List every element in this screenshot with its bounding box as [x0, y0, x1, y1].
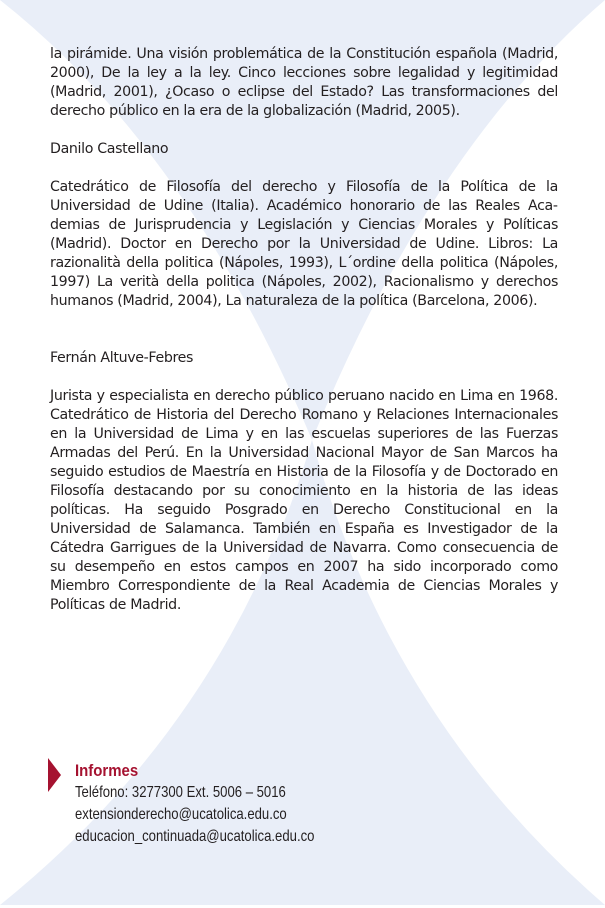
spacer — [50, 121, 558, 140]
informes-title: Informes — [75, 761, 139, 780]
intro-paragraph: la pirámide. Una visión problemática de la Constitución española (Madrid, 2000), De la ley a la ley. Cinco lecciones sobre legalidad y legitimidad (Madrid, 2001), ¿Ocaso o eclipse del Estado? Las transformaciones del derecho público en la era de la globalización (Madrid, 2005). — [50, 46, 558, 119]
profile-name: Fernán Altuve-Febres — [50, 350, 194, 366]
triangle-right-icon — [48, 758, 61, 792]
spacer — [50, 159, 558, 178]
profile-bio: Jurista y especialista en derecho público peruano nacido en Lima en 1968. Catedrático de Historia del Derecho Romano y Relaciones Internacionales en la Universidad de Lima y en las escuelas superiores de las Fuerzas Armadas del Perú. En la Universidad Nacional Mayor de San Marcos ha seguido estudios de Maestría en Historia de la Filosofía y de Doctorado en Filosofía destacando por su conocimiento en la historia de las ideas políticas. Ha seguido Posgrado en Derecho Constitucional en la Universidad de Salamanca. También en España es Investigador de la Cátedra Garrigues de la Universidad de Navarra. Como consecuencia de su desempeño en estos campos en 2007 ha sido incorporado como Miembro Correspondiente de la Real Academia de Ciencias Morales y Políticas de Madrid. — [50, 388, 558, 613]
profile-bio: Catedrático de Filosofía del derecho y Filosofía de la Política de la Universidad de Udine (Italia). Académico honorario de las Reales Academias de Jurisprudencia y Legislación y Ciencias Morales y Políticas (Madrid). Doctor en Derecho por la Universidad de Udine. Libros: La razionalità della politica (Nápoles, 1993), L´ordine della politica (Nápoles, 1997) La verità della politica (Nápoles, 2002), Racionalismo y derechos humanos (Madrid, 2004), La naturaleza de la política (Barcelona, 2006). — [50, 179, 558, 309]
profile-name: Danilo Castellano — [50, 141, 169, 157]
spacer — [50, 368, 558, 387]
email-link-continuada[interactable]: educacion_continuada@ucatolica.edu.co — [75, 828, 315, 845]
document-body — [50, 45, 558, 615]
informes-lines — [75, 760, 367, 848]
phone-text: Teléfono: 3277300 Ext. 5006 – 5016 — [75, 784, 286, 801]
spacer — [50, 311, 558, 349]
email-link-extension[interactable]: extensionderecho@ucatolica.edu.co — [75, 806, 287, 823]
